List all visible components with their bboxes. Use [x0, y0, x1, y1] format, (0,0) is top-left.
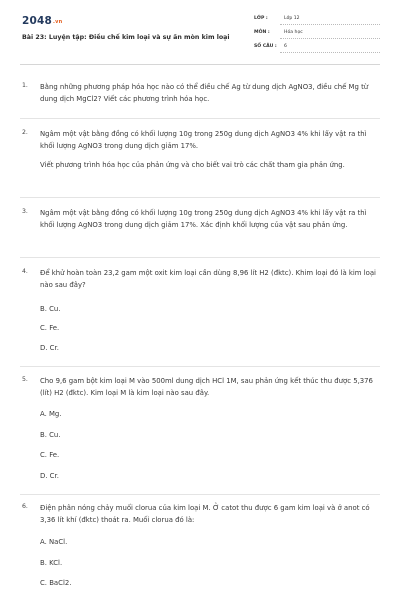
question-divider: [20, 257, 380, 258]
meta-underline: [280, 52, 380, 53]
question-text-continued: Viết phương trình hóa học của phản ứng và cho biết vai trò các chất tham gia phản ứng.: [40, 161, 345, 169]
question-number: 6.: [22, 503, 28, 510]
meta-value: 6: [284, 44, 287, 49]
question-text: Điện phân nóng chảy muối clorua của kim loại M. Ở catot thu được 6 gam kim loại và ở anot có 3,36 lít khí (đktc) thoát ra. Muối clorua đó là:: [40, 504, 370, 524]
header-divider: [20, 64, 380, 65]
question-divider: [20, 197, 380, 198]
meta-label: MÔN :: [254, 30, 270, 35]
meta-label: SỐ CÂU :: [254, 44, 277, 49]
question-divider: [20, 494, 380, 495]
answer-option[interactable]: D. Cr.: [40, 344, 59, 352]
question-number: 4.: [22, 268, 28, 275]
answer-option[interactable]: D. Cr.: [40, 472, 59, 480]
meta-underline: [280, 24, 380, 25]
question-text: Để khử hoàn toàn 23,2 gam một oxit kim loại cần dùng 8,96 lít H2 (đktc). Khim loại đó là kim loại nào sau đây?: [40, 269, 376, 289]
site-logo[interactable]: [22, 15, 62, 27]
question-number: 5.: [22, 376, 28, 383]
meta-label: LỚP :: [254, 16, 268, 21]
answer-option[interactable]: B. Cu.: [40, 431, 61, 439]
question-number: 1.: [22, 82, 28, 89]
answer-option[interactable]: B. Cu.: [40, 305, 61, 313]
answer-option[interactable]: B. KCl.: [40, 559, 63, 567]
question-divider: [20, 366, 380, 367]
question-text: Ngâm một vật bằng đồng có khối lượng 10g trong 250g dung dịch AgNO3 4% khi lấy vật ra thì khối lượng AgNO3 trong dung dịch giảm 17%.: [40, 130, 367, 150]
question-text: Cho 9,6 gam bột kim loại M vào 500ml dung dịch HCl 1M, sau phản ứng kết thúc thu được 5,376 (lít) H2 (đktc). Kim loại M là kim loại nào sau đây.: [40, 377, 373, 397]
meta-class: [254, 16, 380, 27]
meta-value: Lớp 12: [284, 16, 300, 21]
question-number: 2.: [22, 129, 28, 136]
question-text: Ngâm một vật bằng đồng có khối lượng 10g trong 250g dung dịch AgNO3 4% khi lấy vật ra thì khối lượng AgNO3 trong dung dịch giảm 17%. Xác định khối lượng của vật sau phản ứng.: [40, 209, 367, 229]
question-text: Bằng những phương pháp hóa học nào có thể điều chế Ag từ dung dịch AgNO3, điều chế Mg từ dung dịch MgCl2? Viết các phương trình hóa học.: [40, 83, 369, 103]
answer-option[interactable]: C. BaCl2.: [40, 579, 72, 587]
question-divider: [20, 118, 380, 119]
meta-value: Hóa học: [284, 30, 303, 35]
answer-option[interactable]: C. Fe.: [40, 324, 60, 332]
logo-text: 2048: [22, 15, 53, 27]
logo-suffix: .vn: [53, 19, 63, 25]
answer-option[interactable]: C. Fe.: [40, 451, 60, 459]
question-number: 3.: [22, 208, 28, 215]
lesson-title: Bài 23: Luyện tập: Điều chế kim loại và sự ăn mòn kim loại: [22, 34, 230, 41]
page-header: [0, 0, 400, 60]
answer-option[interactable]: A. NaCl.: [40, 538, 68, 546]
answer-option[interactable]: A. Mg.: [40, 410, 62, 418]
meta-subject: [254, 30, 380, 41]
meta-count: [254, 44, 380, 55]
meta-underline: [280, 38, 380, 39]
